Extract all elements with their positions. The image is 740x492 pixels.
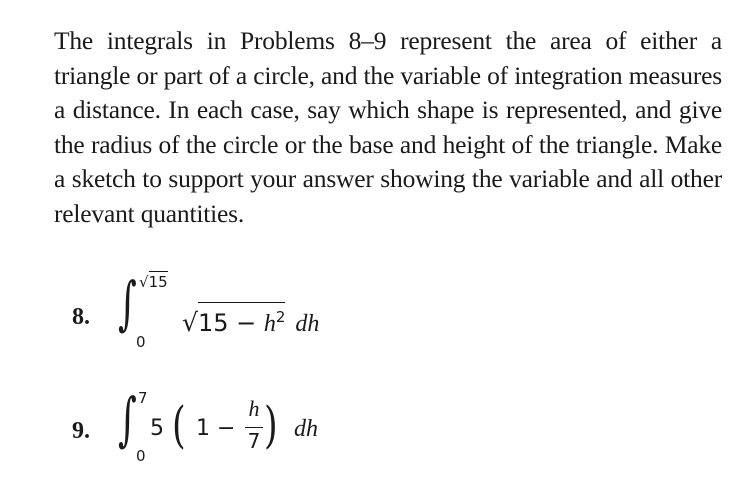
problem-9-number: 9. [72, 418, 90, 444]
differential: dh [295, 311, 320, 337]
integral-sign: ∫ [118, 269, 137, 337]
coefficient: 5 [150, 416, 164, 441]
upper-limit-radical: √ [139, 273, 149, 291]
radicand-exponent: 2 [275, 308, 286, 326]
fraction-bar [245, 427, 263, 428]
radicand-variable: h [263, 311, 276, 337]
lower-limit: 0 [136, 333, 146, 351]
lower-limit: 0 [136, 447, 146, 465]
radicand-constant: 15 − [197, 309, 264, 337]
upper-limit-value: 15 [148, 273, 168, 291]
radical-sign: √ [182, 308, 198, 337]
left-paren: ( [172, 396, 186, 454]
inner-constant: 1 − [196, 416, 236, 441]
fraction-denominator: 7 [247, 429, 261, 453]
upper-limit [139, 274, 168, 290]
fraction-numerator: h [248, 396, 260, 421]
radicand [198, 302, 285, 337]
right-paren: ) [264, 396, 278, 454]
problem-9 [0, 378, 740, 468]
problem-8-number: 8. [72, 304, 90, 330]
integral-sign: ∫ [118, 385, 137, 453]
upper-limit: 7 [138, 389, 148, 407]
integrand [182, 302, 319, 338]
problem-8 [0, 262, 740, 352]
differential: dh [294, 416, 318, 442]
problem-instructions: The integrals in Problems 8–9 represent the area of either a triangle or part of a circle, and the variable of integration measures a distance. In each case, say which shape is represented, and give the radius of the circle or the base and height of the triangle. Make a sketch to support your answer showing the variable and all other relevant quantities. [54, 26, 722, 228]
